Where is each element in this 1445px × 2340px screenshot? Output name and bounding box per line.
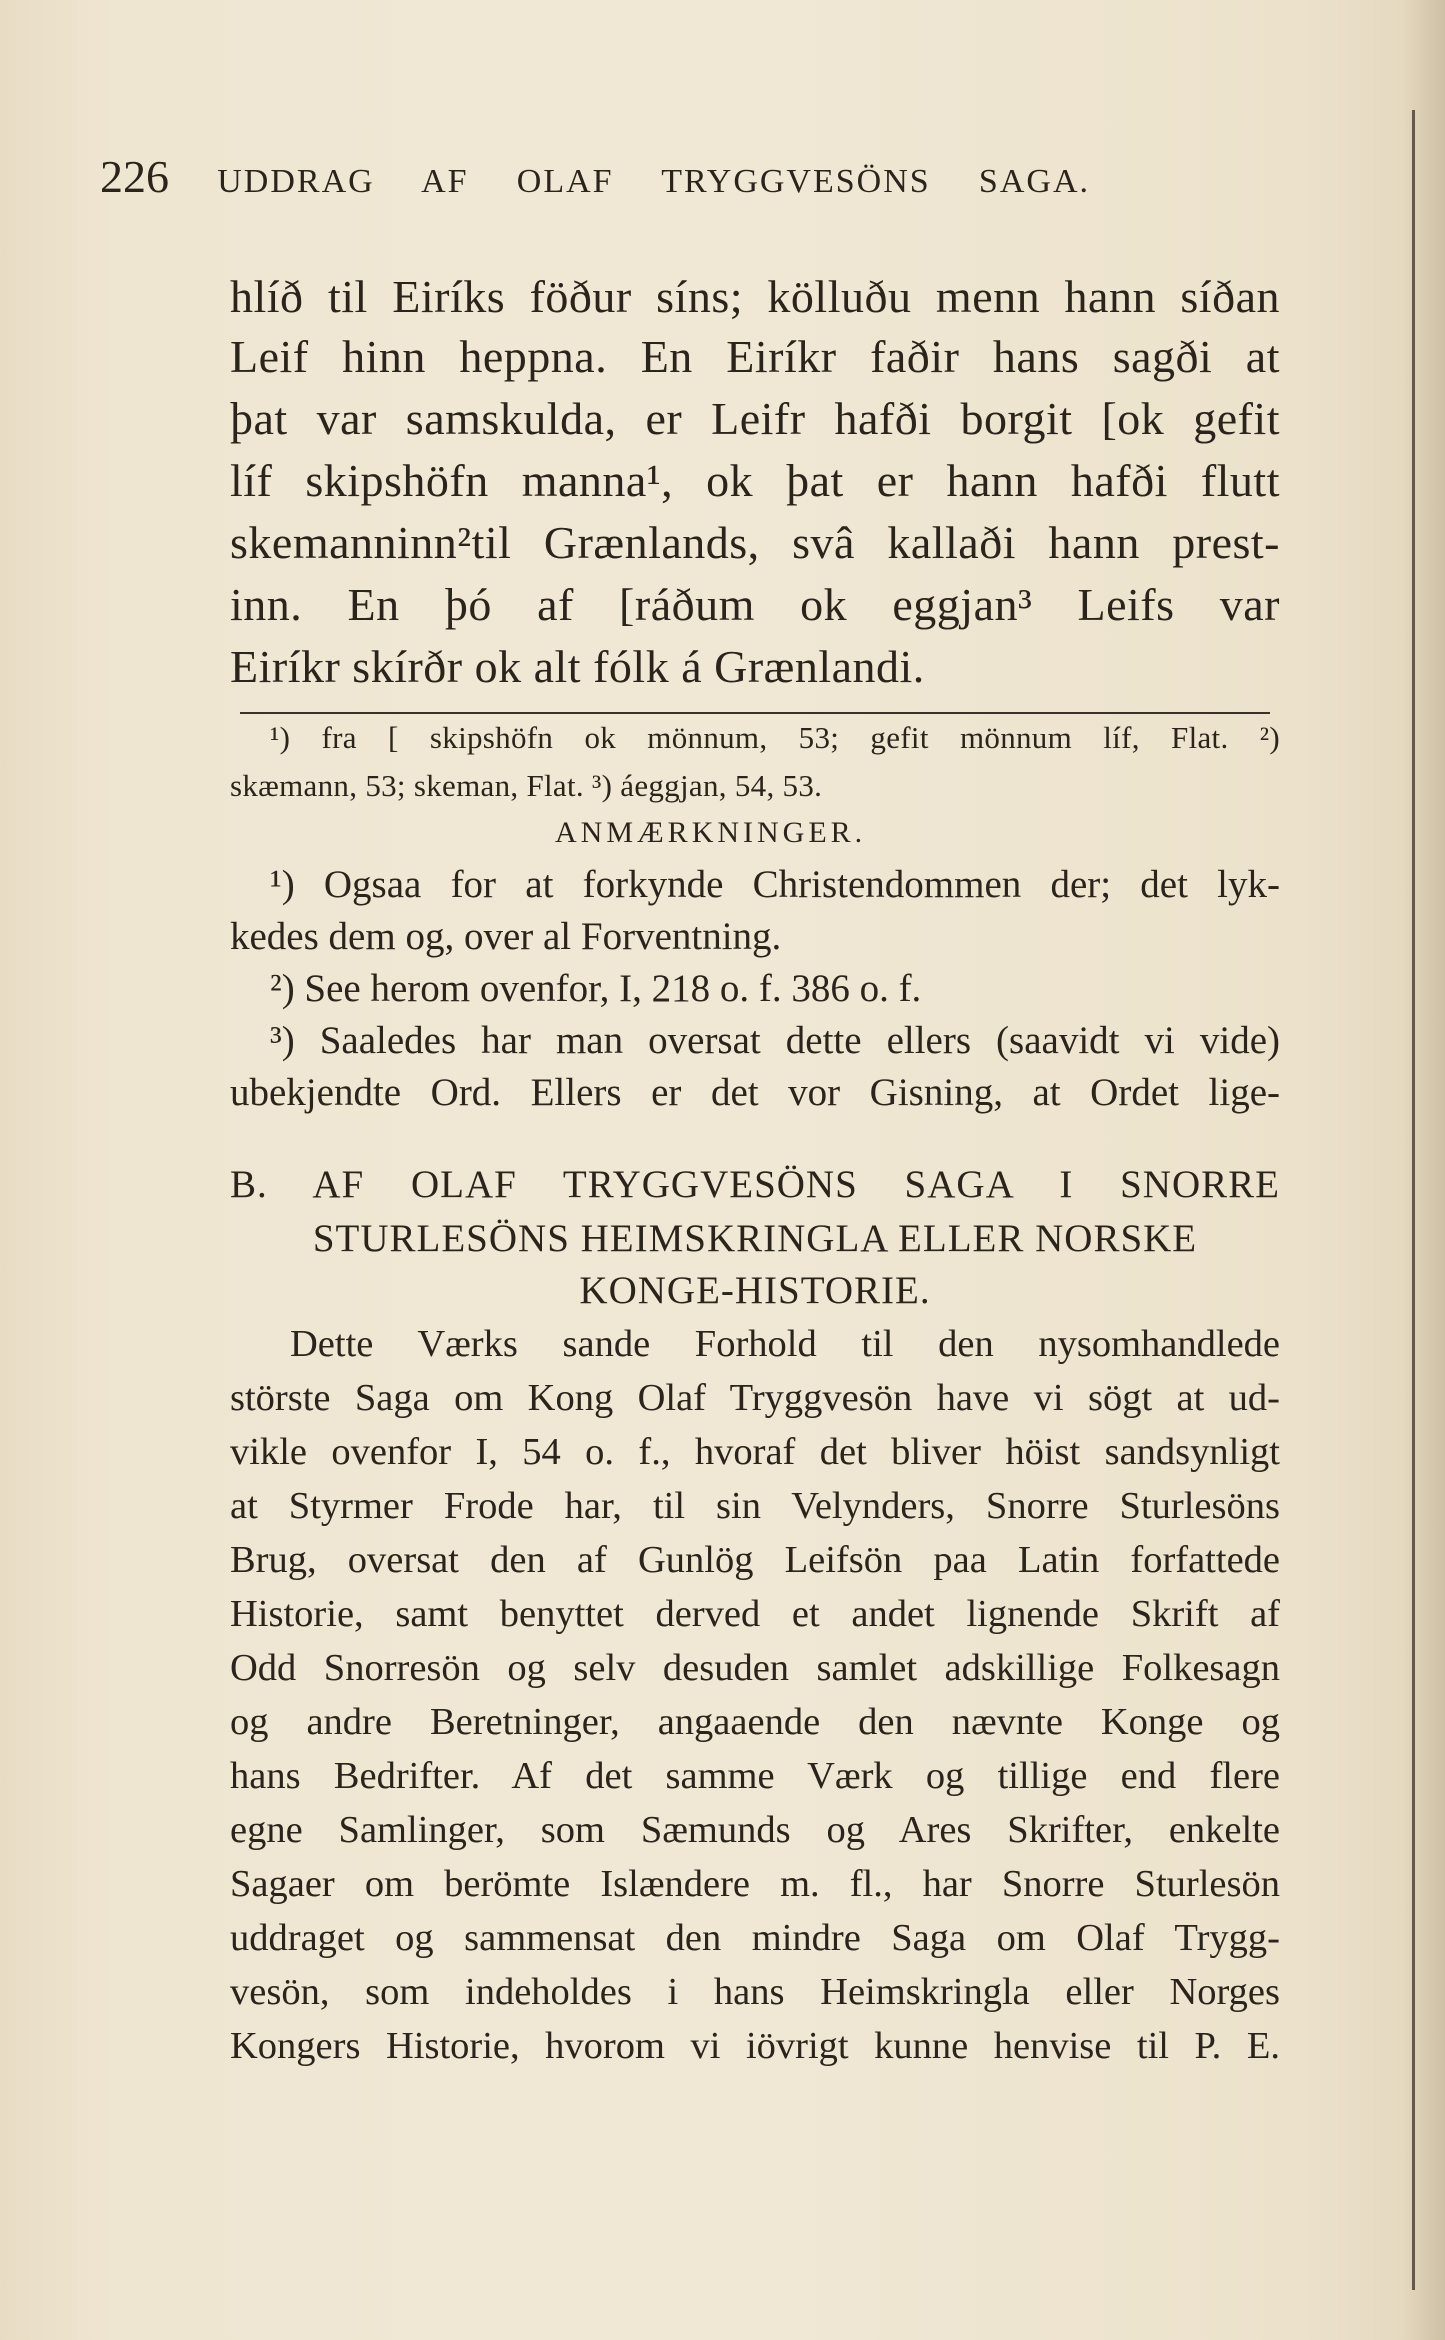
running-title: UDDRAG AF OLAF TRYGGVESÖNS SAGA. [217,163,1090,200]
body-line: Odd Snorresön og selv desuden samlet adskillige Folkesagn [230,1647,1280,1689]
note-line: kedes dem og, over al Forventning. [230,915,782,958]
body-line: störste Saga om Kong Olaf Tryggvesön have vi sögt at ud- [230,1377,1280,1419]
saga-line: skemanninn²til Grænlands, svâ kallaði hann prest- [230,517,1280,568]
body-line: og andre Beretninger, angaaende den nævnte Konge og [230,1701,1280,1743]
body-line: uddraget og sammensat den mindre Saga om Olaf Trygg- [230,1917,1280,1959]
note-line: ¹) Ogsaa for at forkynde Christendommen der; det lyk- [270,863,1280,906]
body-line: Kongers Historie, hvorom vi iövrigt kunne henvise til P. E. [230,2025,1280,2067]
body-line: egne Samlinger, som Sæmunds og Ares Skrifter, enkelte [230,1809,1280,1851]
footnote-line: skæmann, 53; skeman, Flat. ³) áeggjan, 54, 53. [230,768,823,803]
body-line: Historie, samt benyttet derved et andet lignende Skrift af [230,1593,1280,1635]
saga-line: þat var samskulda, er Leifr hafði borgit [ok gefit [230,393,1280,444]
footnote-rule [240,712,1270,714]
running-head [100,150,1090,203]
binding-edge [1412,110,1415,2290]
note-line: ³) Saaledes har man oversat dette ellers (saavidt vi vide) [270,1019,1280,1062]
gutter-shadow [1402,0,1445,2340]
section-heading-line: B. AF OLAF TRYGGVESÖNS SAGA I SNORRE [230,1163,1280,1206]
saga-line: líf skipshöfn manna¹, ok þat er hann hafði flutt [230,455,1280,506]
section-heading-line: KONGE-HISTORIE. [579,1269,931,1312]
saga-line: Leif hinn heppna. En Eiríkr faðir hans sagði at [230,331,1280,382]
page-number: 226 [100,151,169,202]
footnote-line: ¹) fra [ skipshöfn ok mönnum, 53; gefit mönnum líf, Flat. ²) [270,720,1280,755]
saga-line: Eiríkr skírðr ok alt fólk á Grænlandi. [230,641,925,692]
body-line: at Styrmer Frode har, til sin Velynders, Snorre Sturlesöns [230,1485,1280,1527]
saga-line: inn. En þó af [ráðum ok eggjan³ Leifs var [230,579,1280,630]
note-line: ²) See herom ovenfor, I, 218 o. f. 386 o. f. [270,967,922,1010]
body-line: Sagaer om berömte Islændere m. fl., har Snorre Sturlesön [230,1863,1280,1905]
body-line: vikle ovenfor I, 54 o. f., hvoraf det bliver höist sandsynligt [230,1431,1280,1473]
notes-heading: ANMÆRKNINGER. [555,816,867,849]
body-line: Brug, oversat den af Gunlög Leifsön paa Latin forfattede [230,1539,1280,1581]
section-heading-line: STURLESÖNS HEIMSKRINGLA ELLER NORSKE [312,1217,1198,1260]
note-line: ubekjendte Ord. Ellers er det vor Gisning, at Ordet lige- [230,1071,1280,1114]
saga-line: hlíð til Eiríks föður síns; kölluðu menn hann síðan [230,271,1280,322]
body-line: vesön, som indeholdes i hans Heimskringla eller Norges [230,1971,1280,2013]
body-line: Dette Værks sande Forhold til den nysomhandlede [290,1323,1280,1365]
body-line: hans Bedrifter. Af det samme Værk og tillige end flere [230,1755,1280,1797]
